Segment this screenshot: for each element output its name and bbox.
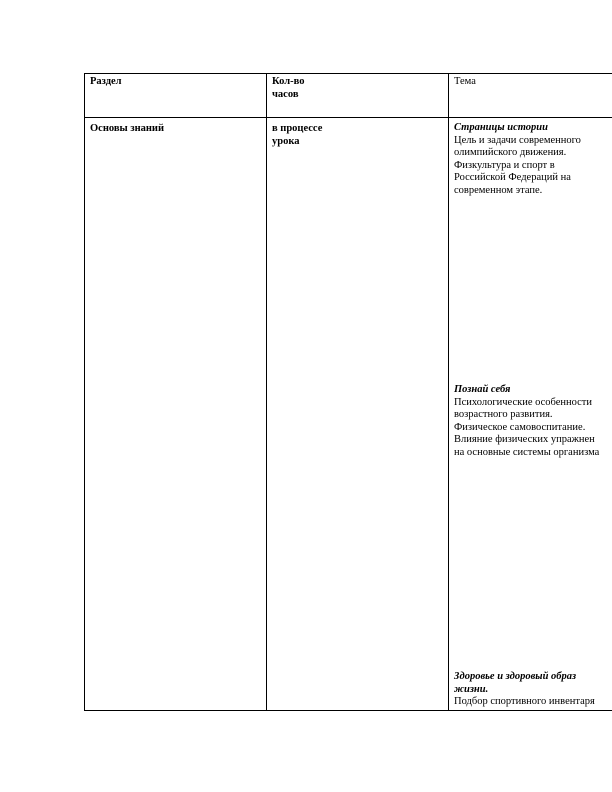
row-hours: [272, 123, 322, 148]
topic-line: современном этапе.: [454, 184, 543, 196]
row-section: Основы знаний: [90, 123, 165, 134]
table-border-col3: [448, 73, 449, 710]
topic-title-health-line-2: жизни.: [454, 683, 489, 695]
topic-line: Подбор спортивного инвентаря: [454, 696, 595, 707]
row-hours-line-2: урока: [272, 135, 300, 147]
topic-title-health-line-1: Здоровье и здоровый образ: [454, 671, 577, 682]
topic-title-know-yourself: Познай себя: [454, 384, 511, 395]
topic-line: Влияние физических упражнен: [454, 434, 595, 445]
header-hours-line-1: Кол-во: [272, 76, 305, 87]
header-topic: Тема: [454, 76, 476, 87]
topic-line: Физкультура и спорт в: [454, 159, 555, 171]
topic-line: олимпийского движения.: [454, 147, 567, 158]
table-border-bottom: [84, 710, 612, 711]
topic-block-history: [454, 122, 581, 197]
row-hours-line-1: в процессе: [272, 123, 323, 134]
topic-title-history: Страницы истории: [454, 122, 548, 133]
table-header-divider: [84, 117, 612, 118]
table-border-col2: [266, 73, 267, 710]
header-hours: [272, 76, 304, 101]
topic-block-know-yourself: [454, 384, 599, 459]
topic-line: Российской Федераций на: [454, 172, 571, 183]
topic-line: возрастного развития.: [454, 409, 553, 420]
topic-line: Физическое самовоспитание.: [454, 421, 586, 433]
table-border-left: [84, 73, 85, 710]
topic-line: Психологические особенности: [454, 396, 593, 408]
topic-line: Цель и задачи современного: [454, 134, 581, 146]
topic-block-health: [454, 671, 595, 709]
header-section: Раздел: [90, 76, 122, 87]
topic-line: на основные системы организма: [454, 446, 600, 458]
header-hours-line-2: часов: [272, 88, 299, 100]
table-border-top: [84, 73, 612, 74]
